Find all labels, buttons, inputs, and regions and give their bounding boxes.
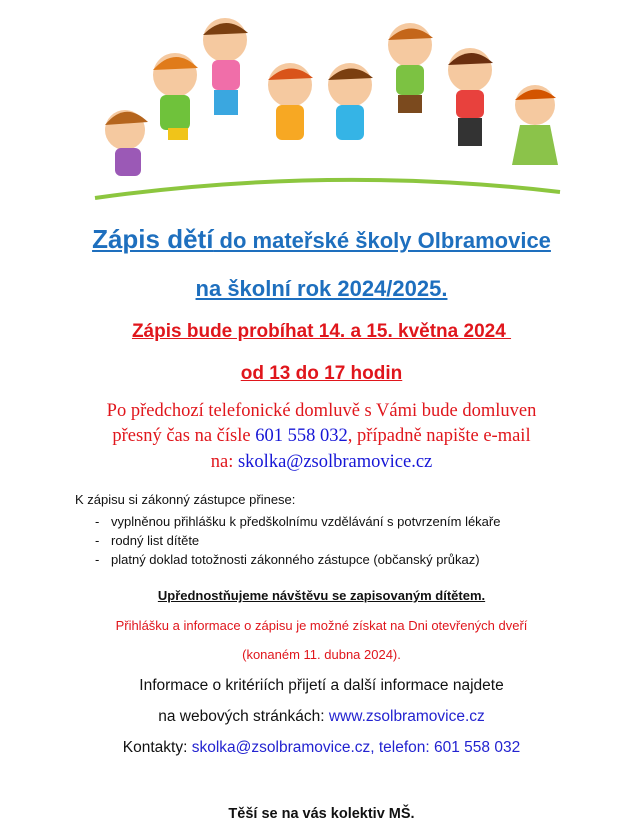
website-link[interactable]: www.zsolbramovice.cz <box>328 708 485 725</box>
list-item <box>75 531 500 550</box>
title-highlight: Zápis dětí <box>92 224 214 254</box>
school-year-title: na školní rok 2024/2025. <box>195 276 448 301</box>
enrollment-dates: Zápis bude probíhat 14. a 15. května 2024 <box>131 321 512 342</box>
contacts-line <box>0 739 643 757</box>
appointment-line-1: Po předchozí telefonické domluvě s Vámi bude domluven <box>106 401 537 421</box>
contacts-label: Kontakty: <box>122 739 192 756</box>
info-line-2 <box>0 708 643 726</box>
open-day-line-2: (konaném 11. dubna 2024). <box>242 647 401 662</box>
appointment-text: přesný čas na čísle <box>112 426 256 446</box>
preference-note: Upřednostňujeme návštěvu se zapisovaným dítětem. <box>157 588 486 603</box>
open-day-line-1: Přihlášku a informace o zápisu je možné získat na Dni otevřených dveří <box>115 618 528 633</box>
child-figure-5 <box>328 63 373 140</box>
enrollment-hours: od 13 do 17 hodin <box>240 363 403 384</box>
appointment-text-end: , případně napište e-mail <box>347 426 531 446</box>
dash-bullet: - <box>95 552 100 567</box>
requirements-heading: K zápisu si zákonný zástupce přinese: <box>75 492 296 507</box>
appointment-line-2 <box>0 426 643 447</box>
child-figure-2 <box>153 53 198 140</box>
list-item-text: rodný list dítěte <box>111 533 200 548</box>
list-item-text: vyplněnou přihlášku k předškolnímu vzdělávání s potvrzením lékaře <box>111 514 501 529</box>
contacts-value[interactable]: skolka@zsolbramovice.cz, telefon: 601 558 032 <box>191 739 521 756</box>
child-figure-3 <box>203 18 248 115</box>
child-figure-7 <box>448 48 493 146</box>
requirements-list <box>75 490 500 569</box>
list-item-text: platný doklad totožnosti zákonného zástupce (občanský průkaz) <box>111 552 480 567</box>
info-line-1: Informace o kritériích přijetí a další informace najdete <box>139 677 504 694</box>
dash-bullet: - <box>95 533 100 548</box>
phone-number: 601 558 032 <box>255 426 348 446</box>
list-item <box>75 550 500 569</box>
title-rest: do mateřské školy Olbramovice <box>213 228 551 253</box>
jumping-children-illustration <box>0 0 643 210</box>
closing-text: Těší se na vás kolektiv MŠ. <box>228 806 415 822</box>
email-link[interactable]: skolka@zsolbramovice.cz <box>237 452 433 472</box>
dash-bullet: - <box>95 514 100 529</box>
list-item <box>75 512 500 531</box>
child-figure-4 <box>268 63 313 140</box>
child-figure-1 <box>105 110 148 176</box>
child-figure-8 <box>512 85 558 165</box>
child-figure-6 <box>388 23 433 113</box>
email-prefix: na: <box>210 452 238 472</box>
website-label: na webových stránkách: <box>158 708 329 725</box>
page-title <box>0 224 643 255</box>
appointment-line-3 <box>0 452 643 473</box>
